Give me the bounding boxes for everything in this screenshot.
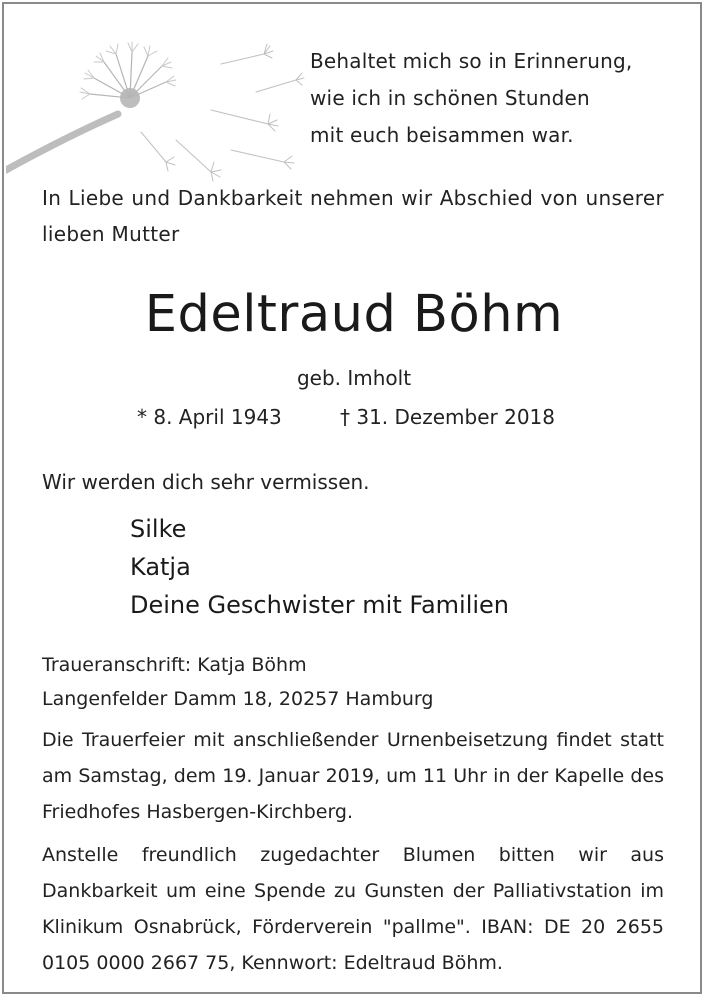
- death-date: † 31. Dezember 2018: [340, 405, 555, 429]
- poem-line: mit euch beisammen war.: [310, 123, 574, 147]
- address-line: Langenfelder Damm 18, 20257 Hamburg: [42, 688, 434, 710]
- mourner-name: Katja: [130, 553, 191, 581]
- birth-name: geb. Imholt: [296, 366, 412, 390]
- address-line: Traueranschrift: Katja Böhm: [42, 654, 307, 676]
- mourner-name: Silke: [130, 515, 187, 543]
- poem-line: Behaltet mich so in Erinnerung,: [310, 49, 633, 73]
- poem: [310, 43, 632, 154]
- poem-line: wie ich in schönen Stunden: [310, 86, 590, 110]
- ceremony-info: Die Trauerfeier mit anschließender Urnenbeisetzung findet statt am Samstag, dem 19. Januar 2019, um 11 Uhr in der Kapelle des Friedhofes Hasbergen-Kirchberg.: [42, 729, 664, 823]
- birth-date: * 8. April 1943: [137, 405, 282, 429]
- mourning-address: [42, 648, 433, 716]
- deceased-name: Edeltraud Böhm: [144, 285, 564, 344]
- donation-info: Anstelle freundlich zugedachter Blumen bitten wir aus Dankbarkeit um eine Spende zu Gunsten der Palliativstation im Klinikum Osnabrück, Förderverein "pallme". IBAN: DE 20 2655 0105 0000 2667 75, Kennwort: Edeltraud Böhm.: [42, 844, 664, 974]
- closing-line: Wir werden dich sehr vermissen.: [42, 470, 370, 494]
- mourner-name: Deine Geschwister mit Familien: [130, 591, 510, 619]
- intro-text: In Liebe und Dankbarkeit nehmen wir Abschied von unserer lieben Mutter: [42, 186, 664, 246]
- mourners-list: [130, 510, 509, 624]
- dandelion-image: [6, 32, 306, 192]
